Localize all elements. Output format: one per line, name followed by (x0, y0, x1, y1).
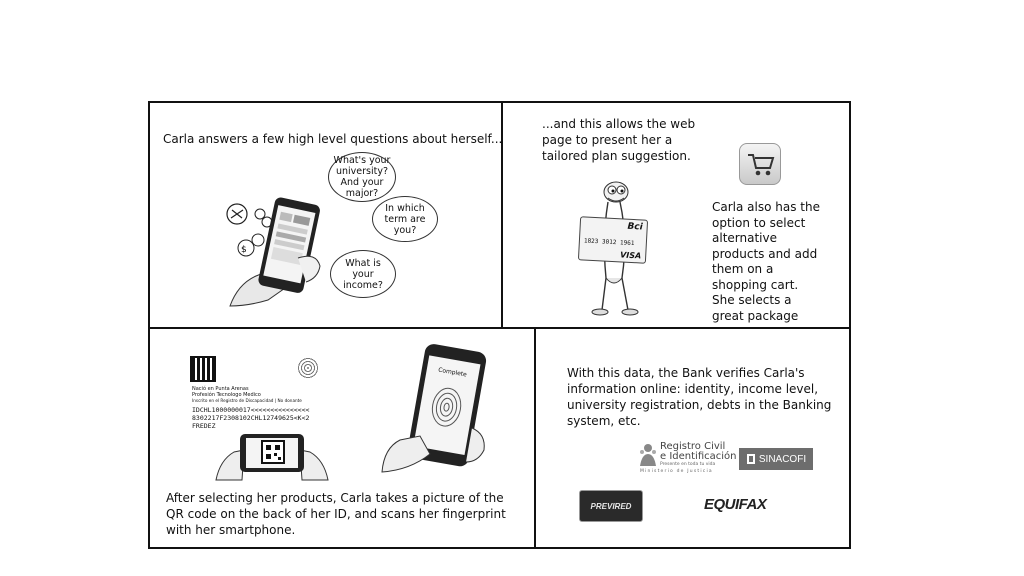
panel-2-caption-side: Carla also has the option to select alternative products and add them on a shopping cart. She selects a great package (712, 200, 820, 323)
id-label-birthplace: Nació en Punta Arenas (192, 386, 249, 392)
card-network-label: VISA (619, 250, 642, 261)
registro-civil-line-2: e Identificación (660, 451, 737, 462)
panel-2-caption-top: ...and this allows the web page to present her a tailored plan suggestion. (542, 117, 696, 163)
sinacofi-logo (739, 448, 813, 470)
id-mrz-line-1: IDCHL1000000017<<<<<<<<<<<<<<< (192, 406, 310, 414)
panel-3-caption: After selecting her products, Carla takes a picture of the QR code on the back of her ID, and scans her fingerprint with her smartphone. (166, 491, 506, 537)
panel-1-caption: Carla answers a few high level questions about herself... (163, 132, 503, 146)
id-label-registry: Inscrito en el Registro de Discapacidad | No donante (192, 398, 302, 403)
registro-civil-ministry: Ministerio de Justicia (640, 469, 713, 474)
card-brand-label: Bci (627, 221, 643, 233)
equifax-logo: EQUIFAX (704, 496, 767, 513)
registro-civil-tagline: Presente en toda tu vida (660, 462, 716, 467)
id-mrz-line-3: FREDEZ (192, 422, 216, 430)
id-mrz-line-2: 8302217F2308102CHL12749625<K<2 (192, 414, 310, 422)
svg-text:$: $ (241, 245, 247, 255)
registro-civil-logo (638, 440, 738, 476)
registro-civil-line-1: Registro Civil (660, 441, 726, 452)
previred-label: PREVIRED (590, 501, 632, 511)
credit-card (578, 216, 648, 263)
id-label-profession: Profesión Tecnologo Medico (192, 392, 261, 398)
phone-in-hand-illustration (228, 196, 328, 308)
panel-4-caption: With this data, the Bank verifies Carla's information online: identity, income level, university registration, debts in the Banking system, etc. (567, 366, 832, 428)
speech-bubble-term: In which term are you? (372, 196, 438, 242)
speech-bubble-income: What is your income? (330, 250, 396, 298)
divider-middle-horizontal (148, 327, 851, 329)
thumbprint-icon (298, 356, 318, 380)
card-number: 1823 3012 1961 (583, 237, 635, 248)
sinacofi-label: SINACOFI (758, 453, 807, 465)
phone-fingerprint-illustration (380, 344, 490, 474)
previred-logo (579, 490, 643, 522)
phone-scanning-qr-illustration (212, 424, 332, 482)
qr-code-icon (192, 358, 214, 380)
shopping-cart-icon (739, 143, 781, 185)
speech-bubble-university: What's your university? And your major? (328, 152, 396, 202)
phone-screen-title: Complete (437, 366, 468, 379)
